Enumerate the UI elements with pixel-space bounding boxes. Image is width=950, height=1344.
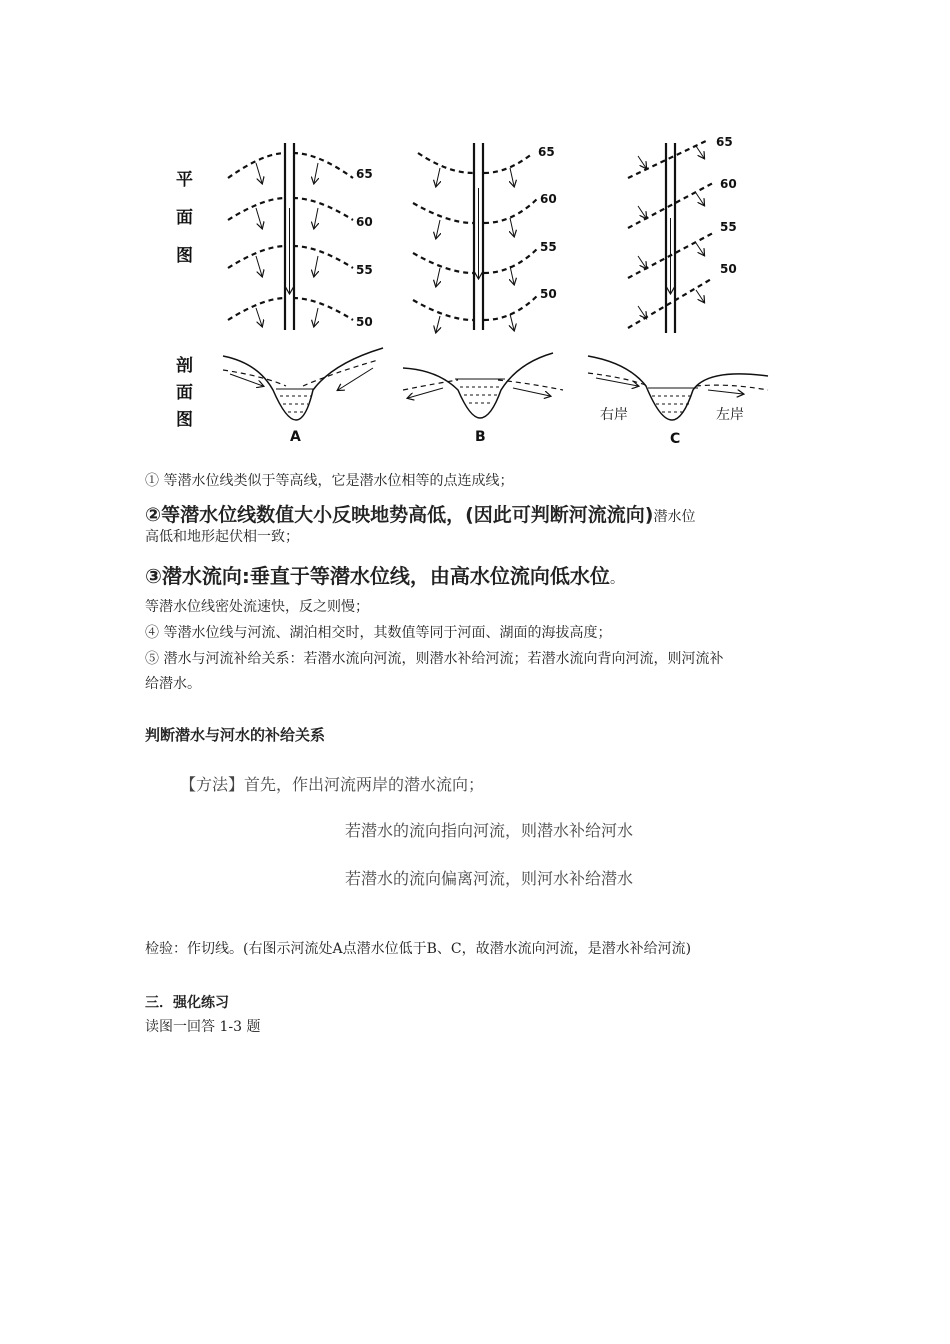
panel-a-contour-65: 65 (356, 167, 373, 181)
panel-c-contour-60: 60 (720, 177, 737, 191)
panel-a-plan (228, 153, 353, 320)
panel-c-contour-55: 55 (720, 220, 737, 234)
panel-a-label: A (290, 429, 301, 445)
point-5-line2: 给潜水。 (145, 676, 201, 692)
check-text: 检验：作切线。(右图示河流处A点潜水位低于B、C，故潜水流向河流，是潜水补给河流) (145, 941, 692, 957)
panel-c-left-bank: 左岸 (716, 407, 744, 423)
section-label-3: 图 (176, 410, 193, 430)
point-2-line2: 高低和地形起伏相一致； (145, 529, 299, 545)
panel-c-contour-50: 50 (720, 262, 737, 276)
read-instruction: 读图一回答 1-3 题 (145, 1019, 261, 1035)
panel-a-contour-55: 55 (356, 263, 373, 277)
groundwater-contour-figure (168, 128, 778, 458)
panel-c-label: C (670, 431, 681, 447)
section-heading-supply: 判断潜水与河水的补给关系 (145, 726, 326, 744)
panel-c-contour-65: 65 (716, 135, 733, 149)
point-2-bold: ②等潜水位线数值大小反映地势高低，(因此可判断河流流向) (145, 504, 654, 526)
section-label-1: 剖 (176, 356, 193, 376)
section-heading-practice: 三．强化练习 (145, 995, 229, 1011)
panel-b-contour-65: 65 (538, 145, 555, 159)
plan-label-2: 面 (176, 208, 193, 228)
panel-a-contour-60: 60 (356, 215, 373, 229)
point-3-tail: 。 (609, 571, 624, 587)
rule-2: 若潜水的流向偏离河流，则河水补给潜水 (345, 869, 634, 888)
point-2 (145, 500, 695, 528)
section-label-2: 面 (176, 383, 193, 403)
point-2-tail: 潜水位 (653, 509, 696, 525)
panel-b-plan (413, 153, 538, 320)
plan-label-1: 平 (176, 170, 193, 190)
point-5-line1: ⑤ 潜水与河流补给关系：若潜水流向河流，则潜水补给河流；若潜水流向背向河流，则河流补 (145, 651, 724, 667)
panel-a-contour-50: 50 (356, 315, 373, 329)
panel-b-contour-50: 50 (540, 287, 557, 301)
plan-label-3: 图 (176, 246, 193, 266)
rule-1: 若潜水的流向指向河流，则潜水补给河水 (345, 821, 634, 840)
panel-b-label: B (475, 429, 486, 445)
point-4: ④ 等潜水位线与河流、湖泊相交时，其数值等同于河面、湖面的海拔高度； (145, 625, 612, 641)
point-1: ① 等潜水位线类似于等高线，它是潜水位相等的点连成线； (145, 473, 514, 489)
point-3-bold: ③潜水流向:垂直于等潜水位线，由高水位流向低水位 (145, 564, 610, 588)
panel-b-contour-55: 55 (540, 240, 557, 254)
panel-b-contour-60: 60 (540, 192, 557, 206)
panel-c-right-bank: 右岸 (600, 407, 628, 423)
figure-svg (168, 128, 778, 458)
panel-b-section (403, 353, 563, 418)
point-density: 等潜水位线密处流速快，反之则慢； (145, 599, 369, 615)
point-3 (145, 560, 624, 590)
panel-a-section (223, 348, 383, 420)
method-text: 【方法】首先，作出河流两岸的潜水流向； (180, 775, 485, 794)
